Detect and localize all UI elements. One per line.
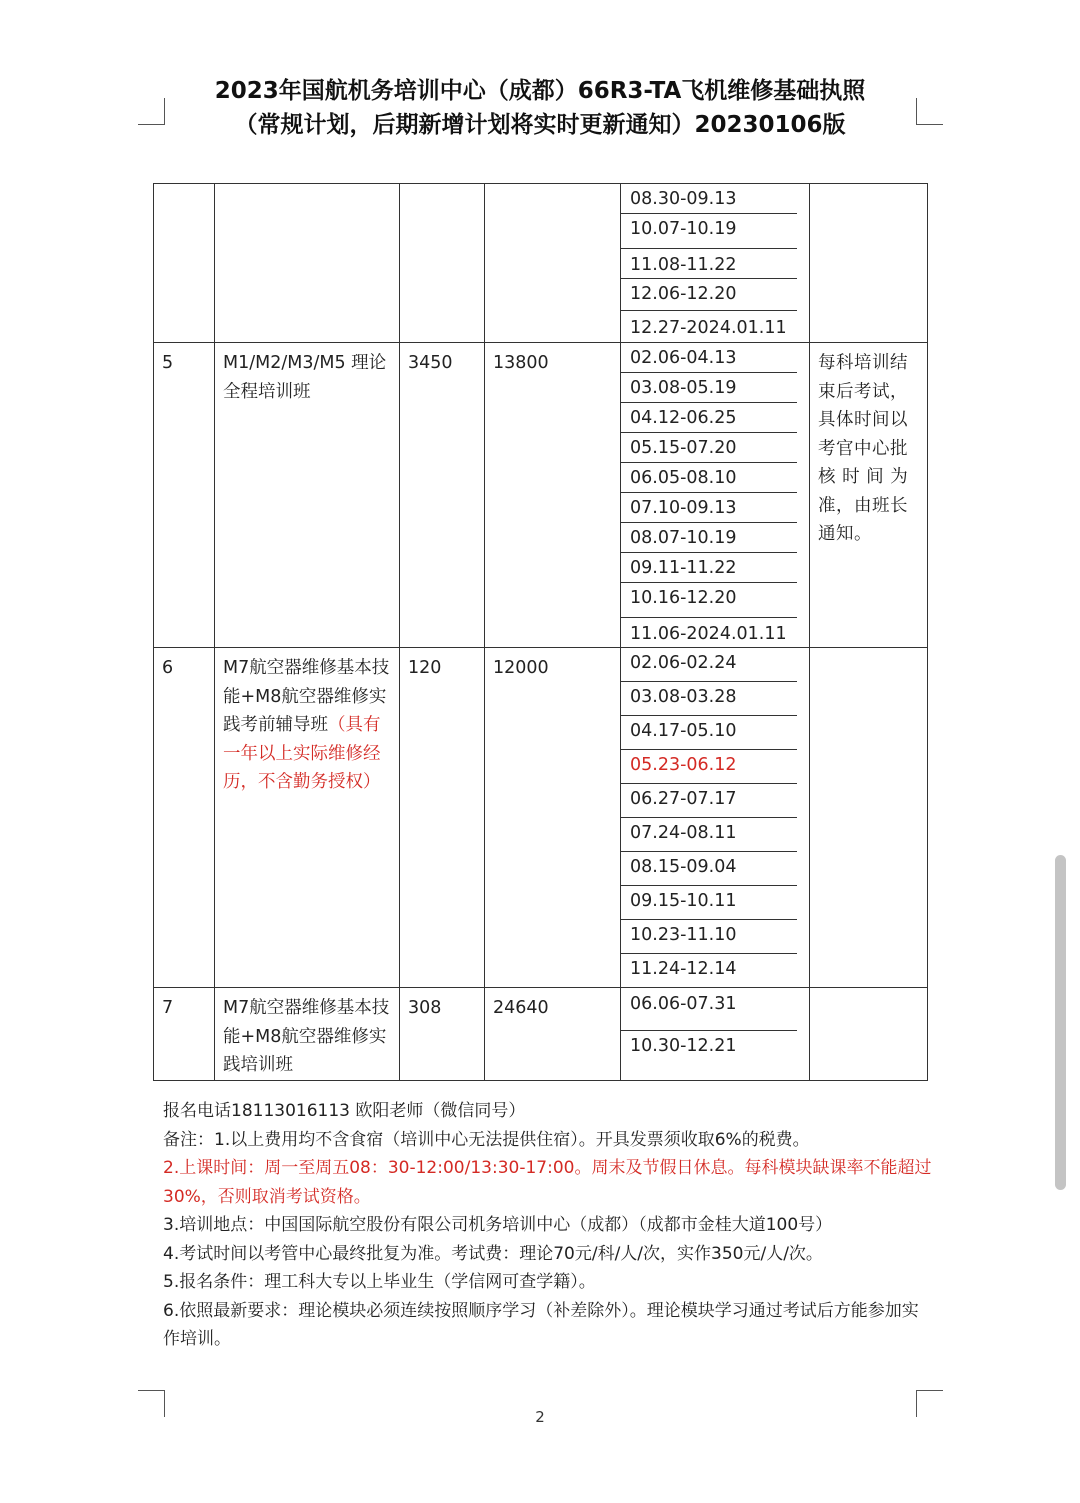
date-item: 08.30-09.13 bbox=[621, 184, 797, 214]
date-item: 06.27-07.17 bbox=[621, 784, 797, 818]
date-item: 11.24-12.14 bbox=[630, 959, 737, 979]
cell-note bbox=[810, 184, 928, 343]
cell-hours: 120 bbox=[400, 648, 485, 988]
course-requirement: （具有一年以上实际维修经历，不含勤务授权） bbox=[223, 715, 381, 792]
date-item: 10.23-11.10 bbox=[621, 920, 797, 954]
remarks-section bbox=[163, 1097, 933, 1354]
remark-1: 备注：1.以上费用均不含食宿（培训中心无法提供住宿）。开具发票须收取6%的税费。 bbox=[163, 1129, 810, 1150]
date-item: 07.10-09.13 bbox=[621, 493, 797, 523]
remark-3: 3.培训地点：中国国际航空股份有限公司机务培训中心（成都）（成都市金桂大道100号） bbox=[163, 1215, 833, 1235]
remark-2: 2.上课时间：周一至周五08：30-12:00/13:30-17:00。周末及节假日休息。每科模块缺课率不能超过30%，否则取消考试资格。 bbox=[163, 1158, 932, 1207]
date-item: 02.06-02.24 bbox=[621, 648, 797, 682]
page-title-line-1: 2023年国航机务培训中心（成都）66R3-TA飞机维修基础执照 bbox=[214, 78, 866, 104]
table-row-7 bbox=[154, 988, 928, 1081]
cell-course bbox=[215, 184, 400, 343]
page-number: 2 bbox=[535, 1408, 545, 1426]
cell-no: 7 bbox=[154, 988, 215, 1081]
registration-phone: 报名电话18113016113 欧阳老师（微信同号） bbox=[163, 1101, 526, 1121]
table-row-6 bbox=[154, 648, 928, 988]
cell-course: M1/M2/M3/M5 理论全程培训班 bbox=[215, 343, 400, 648]
date-item: 12.06-12.20 bbox=[621, 279, 797, 311]
cell-fee: 12000 bbox=[485, 648, 621, 988]
date-item: 03.08-05.19 bbox=[621, 373, 797, 403]
training-plan-table bbox=[153, 183, 928, 1081]
date-item-highlighted: 05.23-06.12 bbox=[621, 750, 797, 784]
cell-dates bbox=[621, 184, 810, 343]
table-row-continued bbox=[154, 184, 928, 343]
date-item: 11.08-11.22 bbox=[621, 249, 797, 279]
cell-hours: 308 bbox=[400, 988, 485, 1081]
date-item: 02.06-04.13 bbox=[621, 343, 797, 373]
date-item: 06.06-07.31 bbox=[621, 988, 797, 1031]
cell-course: M7航空器维修基本技能+M8航空器维修实践培训班 bbox=[215, 988, 400, 1081]
cell-course bbox=[215, 648, 400, 988]
cell-note: 每科培训结束后考试，具体时间以考官中心批核 时 间 为准，由班长通知。 bbox=[810, 343, 928, 648]
date-item: 04.17-05.10 bbox=[621, 716, 797, 750]
date-item: 08.15-09.04 bbox=[621, 852, 797, 886]
cell-fee: 13800 bbox=[485, 343, 621, 648]
date-item: 04.12-06.25 bbox=[621, 403, 797, 433]
cell-fee: 24640 bbox=[485, 988, 621, 1081]
cell-hours bbox=[400, 184, 485, 343]
cell-no: 6 bbox=[154, 648, 215, 988]
cell-note bbox=[810, 648, 928, 988]
date-item: 11.06-2024.01.11 bbox=[630, 624, 787, 644]
remark-5: 5.报名条件：理工科大专以上毕业生（学信网可查学籍）。 bbox=[163, 1272, 596, 1292]
cell-dates bbox=[621, 988, 810, 1081]
remark-4: 4.考试时间以考管中心最终批复为准。考试费：理论70元/科/人/次，实作350元/人/次。 bbox=[163, 1243, 823, 1264]
cell-no: 5 bbox=[154, 343, 215, 648]
cell-fee bbox=[485, 184, 621, 343]
date-item: 05.15-07.20 bbox=[621, 433, 797, 463]
cell-dates bbox=[621, 648, 810, 988]
date-item: 10.30-12.21 bbox=[630, 1036, 737, 1056]
date-item: 03.08-03.28 bbox=[621, 682, 797, 716]
remark-6: 6.依照最新要求：理论模块必须连续按照顺序学习（补差除外）。理论模块学习通过考试后方能参加实作培训。 bbox=[163, 1300, 919, 1349]
page-title-line-2: （常规计划，后期新增计划将实时更新通知）20230106版 bbox=[234, 112, 846, 138]
cell-note bbox=[810, 988, 928, 1081]
cell-dates bbox=[621, 343, 810, 648]
course-name: M7航空器维修基本技能+M8航空器维修实践考前辅导班 bbox=[223, 658, 390, 735]
date-item: 06.05-08.10 bbox=[621, 463, 797, 493]
date-item: 08.07-10.19 bbox=[621, 523, 797, 553]
cell-no bbox=[154, 184, 215, 343]
cell-hours: 3450 bbox=[400, 343, 485, 648]
date-item: 10.07-10.19 bbox=[621, 214, 797, 249]
date-item: 09.15-10.11 bbox=[621, 886, 797, 920]
date-item: 10.16-12.20 bbox=[621, 583, 797, 618]
date-item: 07.24-08.11 bbox=[621, 818, 797, 852]
date-item: 12.27-2024.01.11 bbox=[630, 318, 787, 338]
date-item: 09.11-11.22 bbox=[621, 553, 797, 583]
scrollbar-thumb[interactable] bbox=[1055, 855, 1066, 1190]
table-row-5 bbox=[154, 343, 928, 648]
